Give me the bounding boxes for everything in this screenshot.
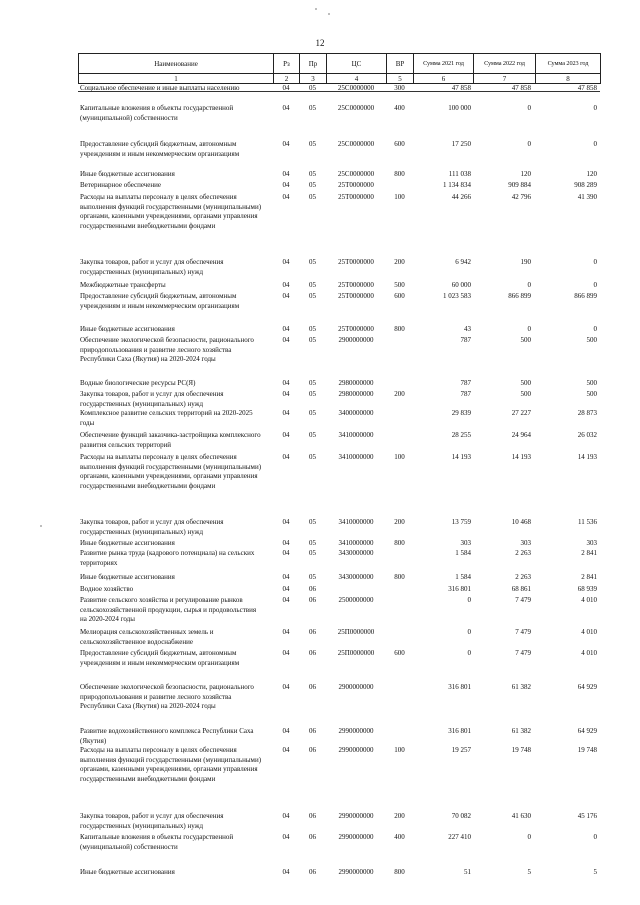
row-s2: 120 — [520, 170, 531, 178]
row-cs: 2990000000 — [338, 833, 374, 841]
row-pr: 06 — [309, 585, 316, 593]
row-pr: 05 — [309, 170, 316, 178]
row-pr: 05 — [309, 181, 316, 189]
row-s1: 303 — [460, 539, 471, 547]
row-vr: 800 — [394, 325, 405, 333]
row-vr: 800 — [394, 573, 405, 581]
row-s1: 316 801 — [448, 727, 471, 735]
row-rz: 04 — [282, 868, 290, 876]
row-s3: 14 193 — [577, 453, 597, 461]
row-s2: 14 193 — [511, 453, 531, 461]
row-s3: 11 536 — [578, 518, 597, 526]
col-header-name: Наименование — [79, 54, 274, 74]
col-header-rz: Рз — [274, 54, 300, 74]
row-s2: 68 861 — [511, 585, 531, 593]
row-s2: 0 — [527, 140, 531, 148]
row-pr: 05 — [309, 539, 316, 547]
row-rz: 04 — [282, 628, 290, 636]
row-s1: 1 584 — [455, 549, 471, 557]
row-name: Закупка товаров, работ и услуг для обеспечения государственных (муниципальных) нужд — [80, 812, 224, 830]
row-s1: 19 257 — [451, 746, 471, 754]
row-rz: 04 — [282, 518, 290, 526]
row-pr: 05 — [309, 325, 316, 333]
row-s1: 0 — [467, 628, 471, 636]
row-cs: 2990000000 — [338, 746, 374, 754]
row-s1: 47 858 — [451, 84, 471, 92]
row-pr: 05 — [309, 336, 316, 344]
row-rz: 04 — [282, 573, 290, 581]
row-s1: 227 410 — [448, 833, 471, 841]
row-vr: 800 — [394, 868, 405, 876]
col-header-sum-2023: Сумма 2023 год — [536, 54, 601, 74]
row-name: Водное хозяйство — [80, 585, 134, 593]
row-s3: 2 841 — [581, 549, 597, 557]
row-cs: 2500000000 — [338, 596, 374, 604]
row-name: Ветеринарное обеспечение — [80, 181, 161, 189]
col-header-pr: Пр — [300, 54, 327, 74]
row-cs: 25Т0000000 — [338, 181, 374, 189]
row-name: Закупка товаров, работ и услуг для обеспечения государственных (муниципальных) нужд — [80, 258, 224, 276]
row-name: Обеспечение функций заказчика-застройщика комплексного развития сельских территорий — [80, 431, 261, 449]
row-rz: 04 — [282, 409, 290, 417]
row-s3: 0 — [593, 325, 597, 333]
row-s3: 0 — [593, 833, 597, 841]
row-cs: 2990000000 — [338, 868, 374, 876]
row-cs: 3410000000 — [338, 453, 374, 461]
row-vr: 100 — [394, 193, 405, 201]
row-pr: 05 — [309, 390, 316, 398]
row-vr: 800 — [394, 170, 405, 178]
row-name: Предоставление субсидий бюджетным, автономным учреждениям и иным некоммерческим организациям — [80, 649, 240, 667]
row-pr: 05 — [309, 281, 316, 289]
row-s1: 44 266 — [451, 193, 471, 201]
row-name: Иные бюджетные ассигнования — [80, 573, 175, 581]
row-cs: 2990000000 — [338, 812, 374, 820]
row-rz: 04 — [282, 336, 290, 344]
row-cs: 25Т0000000 — [338, 258, 374, 266]
row-s3: 120 — [586, 170, 597, 178]
row-rz: 04 — [282, 181, 290, 189]
row-s2: 500 — [520, 379, 531, 387]
row-s2: 500 — [520, 390, 531, 398]
row-vr: 800 — [394, 539, 405, 547]
row-rz: 04 — [282, 596, 290, 604]
row-s3: 68 939 — [577, 585, 597, 593]
row-s3: 4 010 — [581, 649, 597, 657]
row-name: Расходы на выплаты персоналу в целях обеспечения выполнения функций государственными (муниципальными) органами, казенными учреждениями, органами управления государственными внебюджетными фондами — [80, 193, 262, 230]
row-vr: 400 — [394, 104, 405, 112]
row-s1: 316 801 — [448, 683, 471, 691]
row-s1: 13 759 — [451, 518, 471, 526]
row-s1: 29 839 — [451, 409, 471, 417]
row-s1: 14 193 — [451, 453, 471, 461]
col-number: 2 — [274, 74, 300, 84]
row-vr: 600 — [394, 292, 405, 300]
row-rz: 04 — [282, 104, 290, 112]
row-s2: 500 — [520, 336, 531, 344]
row-pr: 05 — [309, 379, 316, 387]
row-name: Социальное обеспечение и иные выплаты населению — [80, 84, 240, 92]
row-s1: 100 000 — [448, 104, 471, 112]
row-cs: 25Т0000000 — [338, 292, 374, 300]
row-cs: 25С0000000 — [337, 84, 375, 92]
row-pr: 05 — [309, 573, 316, 581]
row-s2: 909 884 — [508, 181, 531, 189]
row-s3: 64 929 — [577, 727, 597, 735]
page-number: 12 — [315, 38, 325, 48]
row-name: Межбюджетные трансферты — [80, 281, 166, 289]
row-cs: 25П0000000 — [337, 649, 375, 657]
row-pr: 06 — [309, 649, 316, 657]
row-pr: 06 — [309, 746, 316, 754]
row-rz: 04 — [282, 746, 290, 754]
row-rz: 04 — [282, 649, 290, 657]
row-pr: 05 — [309, 104, 316, 112]
row-rz: 04 — [282, 431, 290, 439]
row-name: Развитие водохозяйственного комплекса Республики Саха (Якутия) — [80, 727, 254, 745]
row-s2: 190 — [520, 258, 531, 266]
row-vr: 400 — [394, 833, 405, 841]
row-cs: 25С0000000 — [337, 140, 375, 148]
row-s2: 0 — [527, 104, 531, 112]
row-s2: 7 479 — [515, 628, 531, 636]
row-s2: 303 — [520, 539, 531, 547]
row-cs: 2980000000 — [338, 379, 374, 387]
row-s1: 787 — [460, 379, 471, 387]
row-name: Комплексное развитие сельских территорий на 2020-2025 годы — [80, 409, 253, 427]
row-s3: 41 390 — [577, 193, 597, 201]
row-s1: 28 255 — [451, 431, 471, 439]
row-rz: 04 — [282, 727, 290, 735]
row-vr: 200 — [394, 812, 405, 820]
col-number: 3 — [300, 74, 327, 84]
row-s2: 2 263 — [515, 573, 531, 581]
row-s1: 0 — [467, 596, 471, 604]
row-s2: 2 263 — [515, 549, 531, 557]
row-pr: 05 — [309, 140, 316, 148]
row-rz: 04 — [282, 390, 290, 398]
row-name: Иные бюджетные ассигнования — [80, 170, 175, 178]
row-cs: 3410000000 — [338, 518, 374, 526]
row-cs: 25Т0000000 — [338, 325, 374, 333]
row-name: Капитальные вложения в объекты государственной (муниципальной) собственности — [80, 104, 234, 122]
row-rz: 04 — [282, 539, 290, 547]
row-rz: 04 — [282, 812, 290, 820]
row-rz: 04 — [282, 325, 290, 333]
row-rz: 04 — [282, 258, 290, 266]
row-name: Расходы на выплаты персоналу в целях обеспечения выполнения функций государственными (муниципальными) органами, казенными учреждениями, органами управления государственными внебюджетными фондами — [80, 746, 262, 783]
row-s1: 1 134 834 — [443, 181, 471, 189]
row-s2: 19 748 — [511, 746, 531, 754]
row-pr: 05 — [309, 258, 316, 266]
row-pr: 05 — [309, 518, 316, 526]
row-s3: 0 — [593, 281, 597, 289]
row-pr: 06 — [309, 833, 316, 841]
row-name: Закупка товаров, работ и услуг для обеспечения государственных (муниципальных) нужд — [80, 390, 224, 408]
row-s2: 10 468 — [511, 518, 531, 526]
row-s3: 0 — [593, 104, 597, 112]
col-number: 5 — [387, 74, 414, 84]
row-name: Закупка товаров, работ и услуг для обеспечения государственных (муниципальных) нужд — [80, 518, 224, 536]
row-vr: 300 — [394, 84, 405, 92]
row-s3: 19 748 — [577, 746, 597, 754]
row-pr: 05 — [309, 84, 316, 92]
row-pr: 05 — [309, 292, 316, 300]
col-number: 1 — [79, 74, 274, 84]
row-s3: 0 — [593, 258, 597, 266]
row-s1: 60 000 — [451, 281, 471, 289]
col-number: 8 — [536, 74, 601, 84]
row-pr: 06 — [309, 596, 316, 604]
row-s2: 866 899 — [508, 292, 531, 300]
row-vr: 200 — [394, 518, 405, 526]
row-s1: 17 250 — [451, 140, 471, 148]
row-cs: 2900000000 — [338, 683, 374, 691]
row-s1: 316 801 — [448, 585, 471, 593]
row-cs: 3430000000 — [338, 549, 374, 557]
row-s3: 4 010 — [581, 596, 597, 604]
row-s3: 4 010 — [581, 628, 597, 636]
col-number: 7 — [474, 74, 536, 84]
row-pr: 06 — [309, 683, 316, 691]
row-s1: 1 023 583 — [443, 292, 471, 300]
row-s1: 787 — [460, 390, 471, 398]
row-s3: 866 899 — [574, 292, 597, 300]
row-s3: 5 — [593, 868, 597, 876]
row-s2: 24 964 — [511, 431, 531, 439]
row-name: Капитальные вложения в объекты государственной (муниципальной) собственности — [80, 833, 234, 851]
row-pr: 05 — [309, 193, 316, 201]
row-cs: 25С0000000 — [337, 170, 375, 178]
row-cs: 2900000000 — [338, 336, 374, 344]
row-name: Обеспечение экологической безопасности, рационального природопользования и развитие лесного хозяйства Республики Саха (Якутия) на 2020-2024 годы — [80, 683, 254, 710]
col-header-sum-2022: Сумма 2022 год — [474, 54, 536, 74]
row-name: Расходы на выплаты персоналу в целях обеспечения выполнения функций государственными (муниципальными) органами, казенными учреждениями, органами управления государственными внебюджетными фондами — [80, 453, 262, 490]
row-s3: 500 — [586, 379, 597, 387]
row-s1: 111 038 — [448, 170, 471, 178]
row-s3: 2 841 — [581, 573, 597, 581]
row-pr: 05 — [309, 409, 316, 417]
row-s2: 7 479 — [515, 596, 531, 604]
row-cs: 25Т0000000 — [338, 193, 374, 201]
row-name: Предоставление субсидий бюджетным, автономным учреждениям и иным некоммерческим организациям — [80, 140, 240, 158]
row-name: Мелиорация сельскохозяйственных земель и сельскохозяйственное водоснабжение — [80, 628, 214, 646]
row-pr: 05 — [309, 453, 316, 461]
row-s3: 500 — [586, 390, 597, 398]
row-s1: 51 — [464, 868, 471, 876]
row-s3: 64 929 — [577, 683, 597, 691]
row-s3: 26 032 — [577, 431, 597, 439]
row-s2: 0 — [527, 281, 531, 289]
row-rz: 04 — [282, 281, 290, 289]
row-pr: 06 — [309, 812, 316, 820]
row-s2: 61 382 — [511, 683, 531, 691]
row-s2: 47 858 — [511, 84, 531, 92]
row-rz: 04 — [282, 549, 290, 557]
row-s1: 70 082 — [451, 812, 471, 820]
row-pr: 06 — [309, 628, 316, 636]
row-s2: 0 — [527, 833, 531, 841]
row-vr: 200 — [394, 258, 405, 266]
row-rz: 04 — [282, 193, 290, 201]
row-name: Водные биологические ресурсы РС(Я) — [80, 379, 196, 387]
row-name: Иные бюджетные ассигнования — [80, 868, 175, 876]
row-pr: 06 — [309, 727, 316, 735]
row-s1: 1 584 — [455, 573, 471, 581]
row-name: Иные бюджетные ассигнования — [80, 539, 175, 547]
col-header-vr: ВР — [387, 54, 414, 74]
row-rz: 04 — [282, 292, 290, 300]
row-rz: 04 — [282, 170, 290, 178]
row-s3: 500 — [586, 336, 597, 344]
row-rz: 04 — [282, 84, 290, 92]
row-s3: 0 — [593, 140, 597, 148]
row-name: Иные бюджетные ассигнования — [80, 325, 175, 333]
row-cs: 3410000000 — [338, 539, 374, 547]
row-s1: 43 — [464, 325, 471, 333]
row-pr: 05 — [309, 549, 316, 557]
row-cs: 2980000000 — [338, 390, 374, 398]
row-cs: 25П0000000 — [337, 628, 375, 636]
row-vr: 600 — [394, 649, 405, 657]
row-vr: 100 — [394, 453, 405, 461]
row-s2: 7 479 — [515, 649, 531, 657]
row-s1: 787 — [460, 336, 471, 344]
row-pr: 05 — [309, 431, 316, 439]
row-cs: 3400000000 — [338, 409, 374, 417]
row-s2: 61 382 — [511, 727, 531, 735]
row-rz: 04 — [282, 379, 290, 387]
row-s3: 28 873 — [577, 409, 597, 417]
row-s2: 0 — [527, 325, 531, 333]
col-header-cs: ЦС — [327, 54, 387, 74]
row-rz: 04 — [282, 140, 290, 148]
row-s3: 45 176 — [577, 812, 597, 820]
row-rz: 04 — [282, 585, 290, 593]
row-cs: 3410000000 — [338, 431, 374, 439]
row-s1: 6 942 — [455, 258, 471, 266]
row-s2: 5 — [527, 868, 531, 876]
row-name: Предоставление субсидий бюджетным, автономным учреждениям и иным некоммерческим организациям — [80, 292, 240, 310]
row-vr: 200 — [394, 390, 405, 398]
row-vr: 500 — [394, 281, 405, 289]
col-number: 4 — [327, 74, 387, 84]
row-cs: 25Т0000000 — [338, 281, 374, 289]
row-vr: 600 — [394, 140, 405, 148]
row-name: Обеспечение экологической безопасности, рационального природопользования и развитие лесного хозяйства Республики Саха (Якутия) на 2020-2024 годы — [80, 336, 254, 363]
row-rz: 04 — [282, 453, 290, 461]
row-rz: 04 — [282, 683, 290, 691]
row-s3: 908 289 — [574, 181, 597, 189]
col-header-sum-2021: Сумма 2021 год — [414, 54, 474, 74]
row-s2: 42 796 — [511, 193, 531, 201]
row-s2: 41 630 — [511, 812, 531, 820]
row-cs: 3430000000 — [338, 573, 374, 581]
row-cs: 2990000000 — [338, 727, 374, 735]
row-name: Развитие сельского хозяйства и регулирование рынков сельскохозяйственной продукции, сырья и продовольствия на 2020-2024 годы — [80, 596, 257, 623]
row-pr: 06 — [309, 868, 316, 876]
row-vr: 100 — [394, 746, 405, 754]
row-rz: 04 — [282, 833, 290, 841]
row-name: Развитие рынка труда (кадрового потенциала) на сельских территориях — [80, 549, 255, 567]
row-s3: 47 858 — [577, 84, 597, 92]
row-s1: 0 — [467, 649, 471, 657]
row-s3: 303 — [586, 539, 597, 547]
row-s2: 27 227 — [511, 409, 531, 417]
col-number: 6 — [414, 74, 474, 84]
row-cs: 25С0000000 — [337, 104, 375, 112]
